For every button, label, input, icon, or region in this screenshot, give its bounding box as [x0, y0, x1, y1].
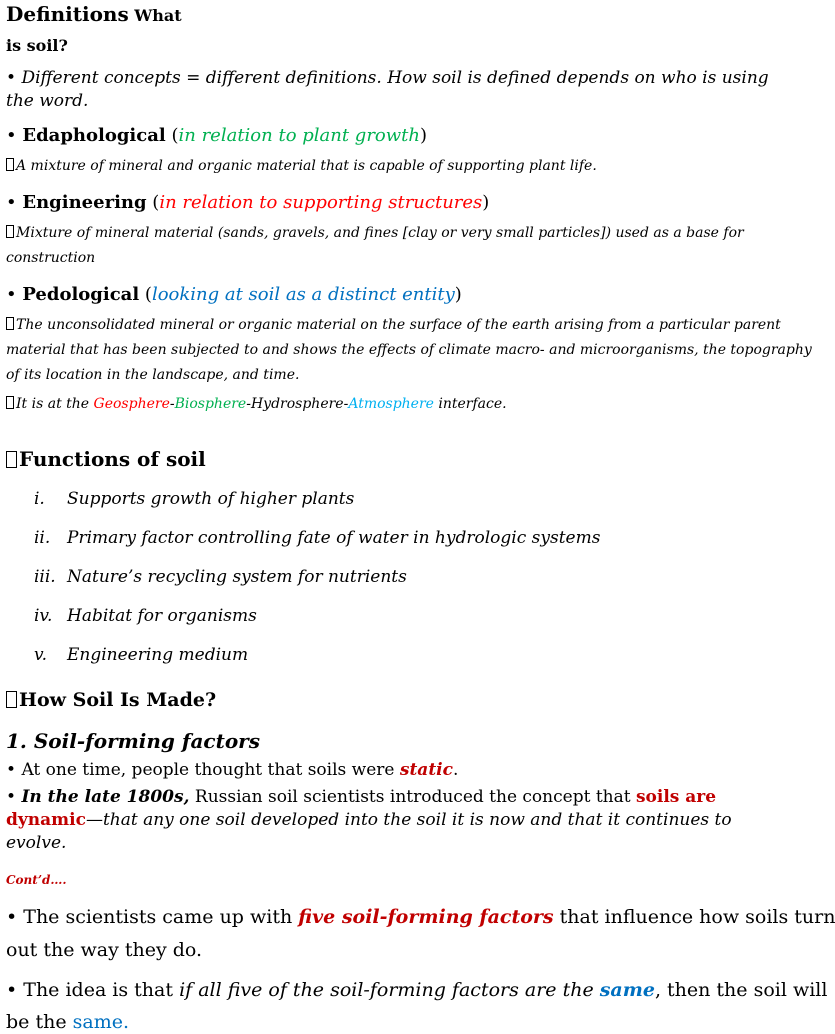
list-item-text: Habitat for organisms	[67, 606, 257, 626]
edaphological-definition	[6, 158, 597, 175]
bullet: •	[6, 125, 17, 146]
intro-text-1: Different concepts = different definitions. How soil is defined depends on who is using	[21, 68, 769, 88]
list-item-text: Nature’s recycling system for nutrients	[67, 567, 407, 587]
list-item-number: v.	[34, 645, 47, 665]
same-emphasis: same	[599, 979, 655, 1001]
list-item	[34, 606, 257, 626]
bullet: •	[6, 787, 17, 807]
list-item	[34, 645, 248, 665]
engineering-note: in relation to supporting structures	[159, 192, 483, 213]
interface-prefix: It is at the	[16, 396, 94, 412]
p3-rest: that influence how soils turn	[553, 906, 835, 928]
pedological-definition-2: material that has been subjected to and shows the effects of climate macro- and microorganisms, the topography	[6, 342, 812, 358]
static-emphasis: static	[399, 760, 453, 780]
list-item-number: i.	[34, 489, 45, 509]
edaphological-heading: • Edaphological (in relation to plant growth)	[6, 125, 428, 146]
engineering-definition-1	[6, 225, 744, 242]
p1-text: At one time, people thought that soils were	[21, 760, 400, 780]
interface-dash: -	[246, 396, 251, 412]
p3-text: The scientists came up with	[23, 906, 299, 928]
interface-dash: -	[169, 396, 175, 412]
dynamic-emphasis: dynamic	[6, 810, 86, 830]
interface-dash: -	[343, 396, 349, 412]
functions-heading-text: Functions of soil	[19, 447, 206, 471]
pedological-term: Pedological	[22, 284, 140, 305]
hydrosphere-label: Hydrosphere	[250, 396, 344, 412]
p4-italic: if all five of the soil-forming factors are the	[179, 979, 600, 1001]
missing-glyph-icon	[6, 451, 17, 468]
title-line-2: is soil?	[6, 36, 68, 55]
interface-suffix: interface.	[433, 396, 507, 412]
list-item-number: iii.	[34, 567, 56, 587]
pedological-definition-1	[6, 317, 781, 334]
paragraph-dynamic-1	[6, 787, 716, 807]
paragraph-same-1	[6, 979, 827, 1002]
soils-are-emphasis: soils are	[635, 787, 717, 807]
bullet: •	[6, 760, 17, 780]
list-item-number: iv.	[34, 606, 53, 626]
bullet: •	[6, 284, 17, 305]
pedological-heading: • Pedological (looking at soil as a distinct entity)	[6, 284, 462, 305]
p4-rest: , then the soil will	[654, 979, 828, 1001]
missing-glyph-icon	[6, 225, 14, 238]
pedological-note: looking at soil as a distinct entity	[151, 284, 455, 305]
geosphere-label: Geosphere	[93, 396, 170, 412]
atmosphere-label: Atmosphere	[348, 396, 434, 412]
edaphological-def-text: A mixture of mineral and organic material that is capable of supporting plant life.	[16, 158, 597, 174]
bullet: •	[6, 68, 17, 88]
p1-end: .	[452, 760, 459, 780]
engineering-heading: • Engineering (in relation to supporting structures)	[6, 192, 490, 213]
interface-line	[6, 396, 507, 413]
pedological-definition-3: of its location in the landscape, and time.	[6, 367, 300, 383]
p4-text: The idea is that	[23, 979, 180, 1001]
missing-glyph-icon	[6, 158, 14, 171]
same-emphasis-2: same.	[72, 1011, 129, 1033]
engineering-def-text-1: Mixture of mineral material (sands, gravels, and fines [clay or very small particles]) used as a base for	[16, 225, 744, 241]
list-item-text: Engineering medium	[67, 645, 249, 665]
title-what: What	[128, 6, 182, 25]
five-factors-emphasis: five soil-forming factors	[298, 906, 554, 928]
paragraph-factors-2: out the way they do.	[6, 939, 203, 961]
intro-line-1	[6, 68, 769, 88]
paragraph-same-2	[6, 1011, 129, 1034]
title-definitions: Definitions	[6, 2, 129, 26]
list-item	[34, 489, 354, 509]
list-item-text: Supports growth of higher plants	[67, 489, 355, 509]
p2-text: Russian soil scientists introduced the concept that	[189, 787, 636, 807]
paragraph-dynamic-2	[6, 810, 732, 830]
list-item-text: Primary factor controlling fate of water in hydrologic systems	[67, 528, 601, 548]
page-title	[6, 2, 182, 26]
list-item	[34, 567, 407, 587]
late-1800s: In the late 1800s,	[21, 787, 190, 807]
p4-line2: be the	[6, 1011, 73, 1033]
pedological-def-text-1: The unconsolidated mineral or organic material on the surface of the earth arising from a particular parent	[16, 317, 781, 333]
functions-heading	[6, 447, 206, 471]
how-made-heading	[6, 689, 216, 712]
edaphological-note: in relation to plant growth	[178, 125, 421, 146]
intro-line-2: the word.	[6, 91, 89, 111]
paragraph-static	[6, 760, 458, 780]
engineering-definition-2: construction	[6, 250, 96, 266]
paragraph-factors-1	[6, 906, 835, 929]
engineering-term: Engineering	[22, 192, 147, 213]
list-item	[34, 528, 600, 548]
bullet: •	[6, 906, 18, 928]
bullet: •	[6, 979, 18, 1001]
bullet: •	[6, 192, 17, 213]
list-item-number: ii.	[34, 528, 51, 548]
soil-forming-factors-heading: 1. Soil-forming factors	[6, 729, 260, 753]
biosphere-label: Biosphere	[174, 396, 247, 412]
edaphological-term: Edaphological	[22, 125, 166, 146]
p2-rest: —that any one soil developed into the soil it is now and that it continues to	[85, 810, 732, 830]
how-made-heading-text: How Soil Is Made?	[19, 689, 217, 711]
missing-glyph-icon	[6, 691, 17, 708]
contd-label: Cont’d….	[6, 873, 67, 887]
paragraph-dynamic-3: evolve.	[6, 833, 67, 853]
missing-glyph-icon	[6, 396, 14, 409]
missing-glyph-icon	[6, 317, 14, 330]
